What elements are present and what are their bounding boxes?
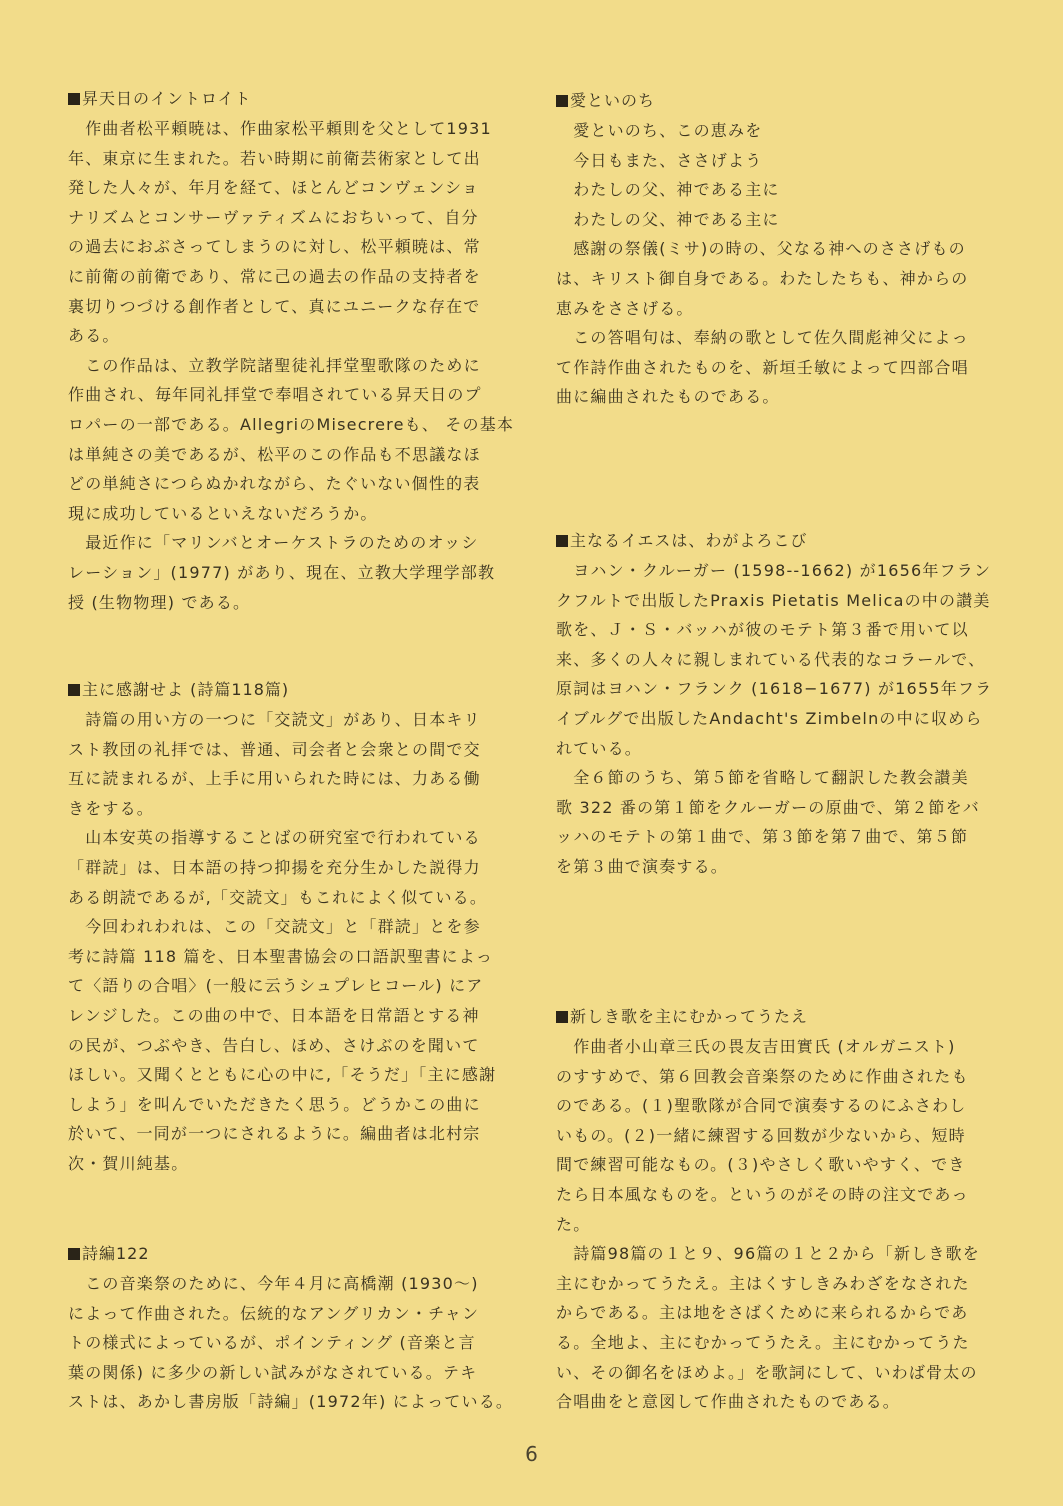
text-line: 愛といのち、この恵みを (556, 121, 763, 140)
text-line: 作曲者小山章三氏の畏友吉田實氏 (オルガニスト) (556, 1037, 956, 1056)
text-line: レンジした。この曲の中で、日本語を日常語とする神 (68, 1005, 480, 1025)
section-jesu-meine-freude (556, 526, 996, 882)
text-line: 合唱曲をと意図して作曲されたものである。 (556, 1392, 901, 1412)
section-heading: 新しき歌を主にむかってうたえ (556, 1002, 996, 1032)
section-body (556, 556, 996, 882)
text-line: たら日本風なものを。というのがその時の注文であっ (556, 1184, 969, 1204)
text-line: ロパーの一部である。AllegriのMisecrereも、 その基本 (68, 414, 515, 434)
text-line: きをする。 (68, 798, 155, 818)
text-line: て作詩作曲されたものを、新垣壬敏によって四部合唱 (556, 357, 969, 377)
text-line: 今回われわれは、この「交読文」と「群読」とを参 (68, 917, 481, 937)
text-line: 感謝の祭儀(ミサ)の時の、父なる神へのささげもの (556, 239, 966, 259)
text-line: 間で練習可能なもの。(３)やさしく歌いやすく、でき (556, 1155, 966, 1175)
text-line: 歌を、Ｊ・Ｓ・バッハが彼のモテト第３番で用いて以 (556, 620, 969, 640)
text-line: この音楽祭のために、今年４月に高橋潮 (1930〜) (68, 1274, 479, 1293)
text-line: 作曲され、毎年同礼拝堂で奉唱されている昇天日のプ (68, 385, 482, 405)
text-line: 葉の関係) に多少の新しい試みがなされている。テキ (68, 1362, 478, 1382)
text-line: の民が、つぶやき、告白し、ほめ、さけぶのを聞いて (68, 1035, 480, 1055)
text-line: 今日もまた、ささげよう (556, 150, 763, 170)
text-line: 互に読まれるが、上手に用いられた時には、力ある働 (68, 769, 481, 789)
section-sing-new-song (556, 1002, 996, 1417)
text-line: 詩篇の用い方の一つに「交読文」があり、日本キリ (68, 710, 481, 729)
text-line: 詩篇98篇の１と９、96篇の１と２から「新しき歌を (556, 1244, 980, 1264)
text-line: ストは、あかし書房版「詩編」(1972年) によっている。 (68, 1392, 514, 1412)
section-body (556, 116, 996, 412)
text-line: 於いて、一同が一つにされるように。編曲者は北村宗 (68, 1124, 481, 1144)
section-heading: 主なるイエスは、わがよろこび (556, 526, 996, 556)
text-line: クフルトで出版したPraxis Pietatis Melicaの中の讃美 (556, 590, 991, 610)
text-line: のすすめで、第６回教会音楽祭のために作曲されたも (556, 1066, 969, 1086)
text-line: い、その御名をほめよ。」を歌詞にして、いわば骨太の (556, 1362, 978, 1382)
text-line: わたしの父、神である主に (556, 209, 780, 229)
section-heading: 愛といのち (556, 86, 996, 116)
text-line: 最近作に「マリンバとオーケストラのためのオッシ (68, 533, 479, 553)
text-line: ヨハン・クルーガー (1598--1662) が1656年フラン (556, 561, 992, 580)
text-line: からである。主は地をさばくために来られるからであ (556, 1303, 969, 1323)
text-line: ほしい。又聞くとともに心の中に,「そうだ」「主に感謝 (68, 1065, 497, 1085)
text-line: しよう」を叫んでいただきたく思う。どうかこの曲に (68, 1094, 481, 1114)
text-line: 発した人々が、年月を経て、ほとんどコンヴェンショ (68, 178, 480, 198)
section-body (556, 1032, 996, 1417)
section-body (68, 705, 508, 1179)
text-line: ナリズムとコンサーヴァティズムにおちいって、自分 (68, 207, 479, 227)
text-line: 「群読」は、日本語の持つ抑揚を充分生かした説得力 (68, 857, 481, 877)
text-line: によって作曲された。伝統的なアングリカン・チャン (68, 1303, 480, 1323)
text-line: 裏切りつづける創作者として、真にユニークな存在で (68, 296, 481, 316)
square-bullet-icon (68, 1248, 80, 1260)
section-body (68, 114, 515, 617)
text-line: 年、東京に生まれた。若い時期に前衛芸術家として出 (68, 148, 481, 168)
section-heading: 昇天日のイントロイト (68, 84, 508, 114)
text-line: 次・賀川純基。 (68, 1153, 189, 1173)
text-line: に前衛の前衛であり、常に己の過去の作品の支持者を (68, 266, 481, 286)
text-line: わたしの父、神である主に (556, 180, 780, 200)
square-bullet-icon (556, 95, 568, 107)
text-line: 歌 322 番の第１節をクルーガーの原曲で、第２節をバ (556, 797, 980, 817)
text-line: 主にむかってうたえ。主はくすしきみわざをなされた (556, 1273, 970, 1293)
text-line: る。全地よ、主にむかってうたえ。主にむかってうた (556, 1332, 970, 1352)
text-line: トの様式によっているが、ポインティング (音楽と言 (68, 1333, 476, 1353)
text-line: レーション」(1977) があり、現在、立教大学理学部教 (68, 562, 496, 582)
text-line: 恵みをささげる。 (556, 298, 694, 318)
text-line: 考に詩篇 118 篇を、日本聖書協会の口語訳聖書によっ (68, 946, 494, 966)
text-line: 現に成功しているといえないだろうか。 (68, 503, 378, 523)
text-line: 山本安英の指導することばの研究室で行われている (68, 828, 481, 848)
text-line: どの単純さにつらぬかれながら、たぐいない個性的表 (68, 474, 481, 494)
square-bullet-icon (556, 1011, 568, 1023)
section-heading: 主に感謝せよ (詩篇118篇) (68, 675, 508, 705)
text-line: の過去におぶさってしまうのに対し、松平頼暁は、常 (68, 237, 481, 257)
text-line: のである。(１)聖歌隊が合同で演奏するのにふさわし (556, 1096, 967, 1116)
text-line: ある。 (68, 326, 120, 346)
text-line: イブルグで出版したAndacht's Zimbelnの中に収めら (556, 708, 983, 728)
text-line: この答唱句は、奉納の歌として佐久間彪神父によっ (556, 328, 969, 348)
text-line: を第３曲で演奏する。 (556, 856, 729, 876)
section-love-and-life (556, 86, 996, 412)
text-line: この作品は、立教学院諸聖徒礼拝堂聖歌隊のために (68, 355, 481, 375)
section-ascension-introit (68, 84, 515, 617)
text-line: いもの。(２)一緒に練習する回数が少ないから、短時 (556, 1125, 966, 1145)
square-bullet-icon (68, 93, 80, 105)
square-bullet-icon (556, 535, 568, 547)
section-psalm-118 (68, 675, 508, 1179)
text-line: ある朗読であるが,「交読文」もこれによく似ている。 (68, 887, 488, 907)
square-bullet-icon (68, 684, 80, 696)
text-line: スト教団の礼拝では、普通、司会者と会衆との間で交 (68, 739, 481, 759)
text-line: は単純さの美であるが、松平のこの作品も不思議なほ (68, 444, 481, 464)
text-line: は、キリスト御自身である。わたしたちも、神からの (556, 268, 969, 288)
text-line: ッハのモテトの第１曲で、第３節を第７曲で、第５節 (556, 827, 969, 847)
text-line: 全６節のうち、第５節を省略して翻訳した教会讃美 (556, 768, 969, 788)
text-line: れている。 (556, 738, 643, 758)
section-heading: 詩編122 (68, 1239, 508, 1269)
section-psalm-122 (68, 1239, 514, 1417)
section-body (68, 1269, 514, 1417)
text-line: 来、多くの人々に親しまれている代表的なコラールで、 (556, 649, 986, 669)
text-line: 原詞はヨハン・フランク (1618−1677) が1655年フラ (556, 679, 993, 699)
text-line: 作曲者松平頼暁は、作曲家松平頼則を父として1931 (68, 119, 492, 138)
text-line: た。 (556, 1214, 591, 1234)
text-line: 曲に編曲されたものである。 (556, 387, 780, 407)
text-line: て〈語りの合唱〉(一般に云うシュプレヒコール) にア (68, 976, 484, 996)
page-number: 6 (525, 1442, 538, 1466)
text-line: 授 (生物物理) である。 (68, 592, 251, 612)
